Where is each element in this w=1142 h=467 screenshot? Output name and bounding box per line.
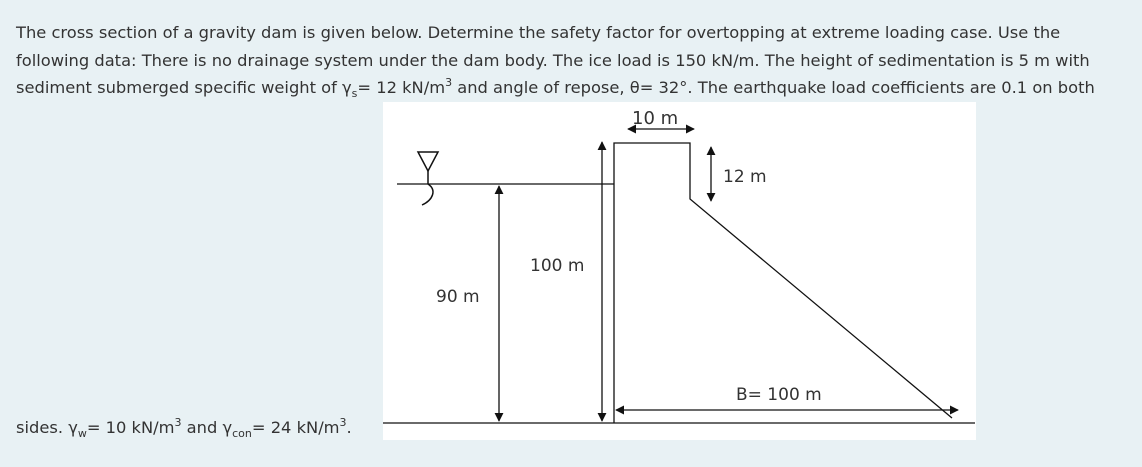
problem-line-2: following data: There is no drainage system under the dam body. The ice load is 150 kN/m. The height of sedimentation is 5 m with xyxy=(16,50,1090,70)
tail-a: sides. γ xyxy=(16,418,78,437)
gamma-s-subscript: s xyxy=(351,87,358,100)
gamma-w-subscript: w xyxy=(77,427,87,440)
label-water-depth: 90 m xyxy=(436,287,480,307)
tail-c: and γ xyxy=(181,418,233,437)
label-freeboard: 12 m xyxy=(723,167,767,187)
cubic-superscript-2: 3 xyxy=(339,416,347,429)
tail-b: = 10 kN/m xyxy=(86,418,175,437)
figure-panel xyxy=(383,102,976,440)
tail-e: . xyxy=(346,418,352,437)
problem-line-1: The cross section of a gravity dam is given below. Determine the safety factor for overtopping at extreme loading case. Use the xyxy=(16,23,1061,42)
label-base-width: B= 100 m xyxy=(736,385,822,405)
label-crest-width: 10 m xyxy=(632,108,679,129)
problem-line-3-b: = 12 kN/m xyxy=(357,78,446,97)
label-dam-height: 100 m xyxy=(530,256,585,276)
problem-line-3-a: sediment submerged specific weight of γ xyxy=(16,78,352,97)
cubic-superscript-1: 3 xyxy=(174,416,182,429)
tail-d: = 24 kN/m xyxy=(251,418,340,437)
problem-line-3-c: and angle of repose, θ= 32°. The earthquake load coefficients are 0.1 on both xyxy=(452,78,1095,97)
gamma-con-subscript: con xyxy=(232,427,252,440)
cubic-superscript: 3 xyxy=(445,76,453,89)
